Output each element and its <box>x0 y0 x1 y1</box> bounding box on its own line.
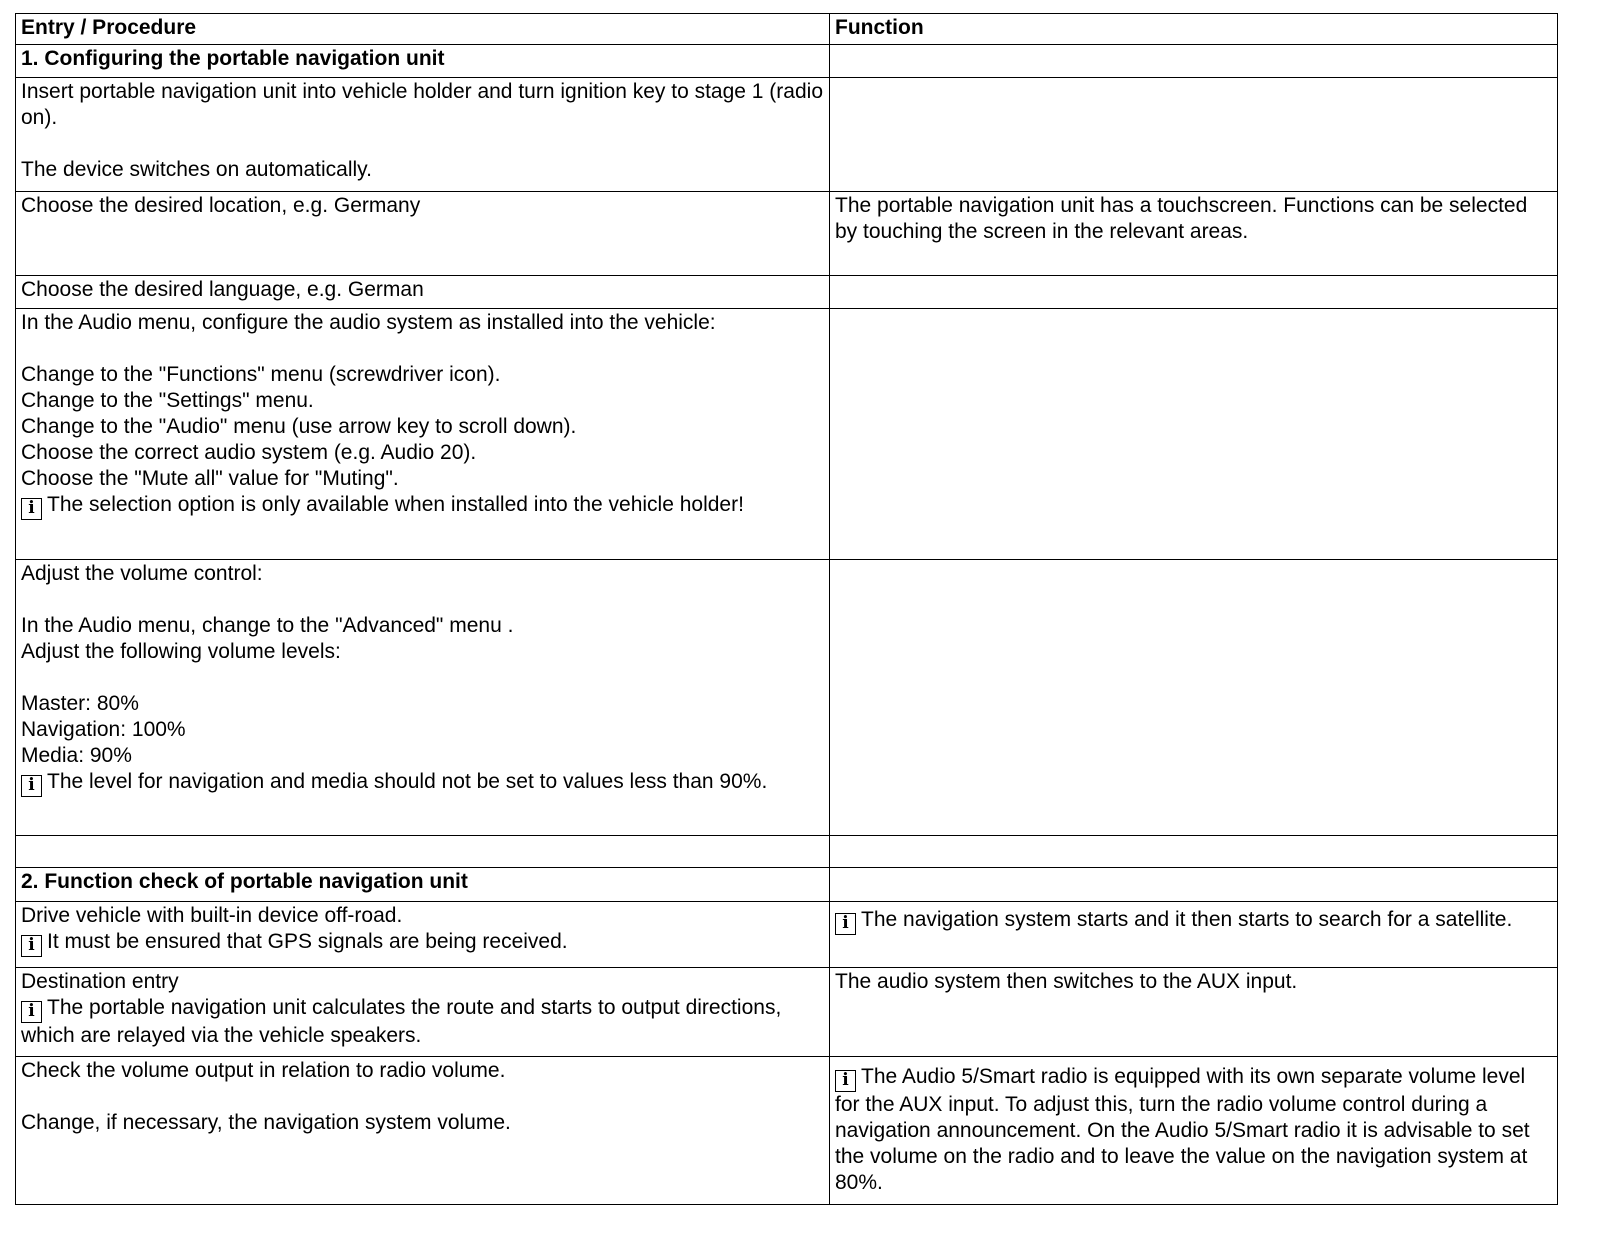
entry-cell: Check the volume output in relation to radio volume. Change, if necessary, the navigation system volume. <box>16 1057 830 1205</box>
list-item: Change to the "Functions" menu (screwdriver icon). <box>21 363 501 386</box>
entry-cell: Choose the desired language, e.g. German <box>16 276 830 309</box>
entry-cell: Insert portable navigation unit into vehicle holder and turn ignition key to stage 1 (radio on). The device switches on automatically. <box>16 78 830 192</box>
function-cell <box>830 309 1558 560</box>
entry-cell: Choose the desired location, e.g. Germany <box>16 192 830 276</box>
table-row <box>16 192 1558 276</box>
entry-cell: Destination entry i The portable navigation unit calculates the route and starts to output directions, which are relayed via the vehicle speakers. <box>16 968 830 1057</box>
header-row <box>16 14 1558 45</box>
table-row <box>16 560 1558 836</box>
table-row <box>16 78 1558 192</box>
function-cell <box>830 78 1558 192</box>
list-item: Change to the "Settings" menu. <box>21 389 314 412</box>
function-cell <box>830 902 1558 968</box>
list-item: Change to the "Audio" menu (use arrow key to scroll down). <box>21 415 577 438</box>
table-row <box>16 1057 1558 1205</box>
info-note: i The selection option is only available when installed into the vehicle holder! <box>21 492 824 520</box>
info-note: i The portable navigation unit calculates the route and starts to output directions, which are relayed via the vehicle speakers. <box>21 996 782 1047</box>
section-title: 2. Function check of portable navigation unit <box>16 868 830 902</box>
function-cell: The portable navigation unit has a touchscreen. Functions can be selected by touching the screen in the relevant areas. <box>830 192 1558 276</box>
info-icon: i <box>21 775 42 797</box>
section-row <box>16 45 1558 78</box>
info-note: i It must be ensured that GPS signals are being received. <box>21 929 824 957</box>
table-row <box>16 276 1558 309</box>
info-note: i The navigation system starts and it then starts to search for a satellite. <box>835 903 1552 935</box>
table-row <box>16 968 1558 1057</box>
list-item: Media: 90% <box>21 744 132 767</box>
info-icon: i <box>21 935 42 957</box>
spacer-row <box>16 836 1558 868</box>
list-item: Choose the "Mute all" value for "Muting". <box>21 467 399 490</box>
function-cell <box>830 276 1558 309</box>
entry-cell: Drive vehicle with built-in device off-road. i It must be ensured that GPS signals are being received. <box>16 902 830 968</box>
info-icon: i <box>835 913 856 935</box>
list-item: Choose the correct audio system (e.g. Audio 20). <box>21 441 477 464</box>
info-icon: i <box>835 1070 856 1092</box>
table-row <box>16 902 1558 968</box>
section-row <box>16 868 1558 902</box>
header-function: Function <box>830 14 1558 45</box>
info-icon: i <box>21 1001 42 1023</box>
function-cell <box>830 560 1558 836</box>
function-cell: The audio system then switches to the AUX input. <box>830 968 1558 1057</box>
info-note: i The Audio 5/Smart radio is equipped with its own separate volume level for the AUX input. To adjust this, turn the radio volume control during a navigation announcement. On the Audio 5/Smart radio it is advisable to set the volume on the radio and to leave the value on the navigation system at 80%. <box>835 1065 1530 1194</box>
header-entry: Entry / Procedure <box>16 14 830 45</box>
info-note: i The level for navigation and media should not be set to values less than 90%. <box>21 769 824 797</box>
info-icon: i <box>21 498 42 520</box>
list-item: Navigation: 100% <box>21 718 186 741</box>
table-row <box>16 309 1558 560</box>
procedure-table <box>15 13 1558 1205</box>
section-title: 1. Configuring the portable navigation unit <box>16 45 830 78</box>
list-item: Master: 80% <box>21 692 139 715</box>
entry-cell: Adjust the volume control: In the Audio menu, change to the "Advanced" menu . Adjust the following volume levels: Master: 80% Navigation: 100% Media: 90% i The level for navigation and media should not be set to values less than 90%. <box>16 560 830 836</box>
entry-cell: In the Audio menu, configure the audio system as installed into the vehicle: Change to the "Functions" menu (screwdriver icon). Change to the "Settings" menu. Change to the "Audio" menu (use arrow key to scroll down). Choose the correct audio system (e.g. Audio 20). Choose the "Mute all" value for "Muting". i The selection option is only available when installed into the vehicle holder! <box>16 309 830 560</box>
function-cell <box>830 1057 1558 1205</box>
